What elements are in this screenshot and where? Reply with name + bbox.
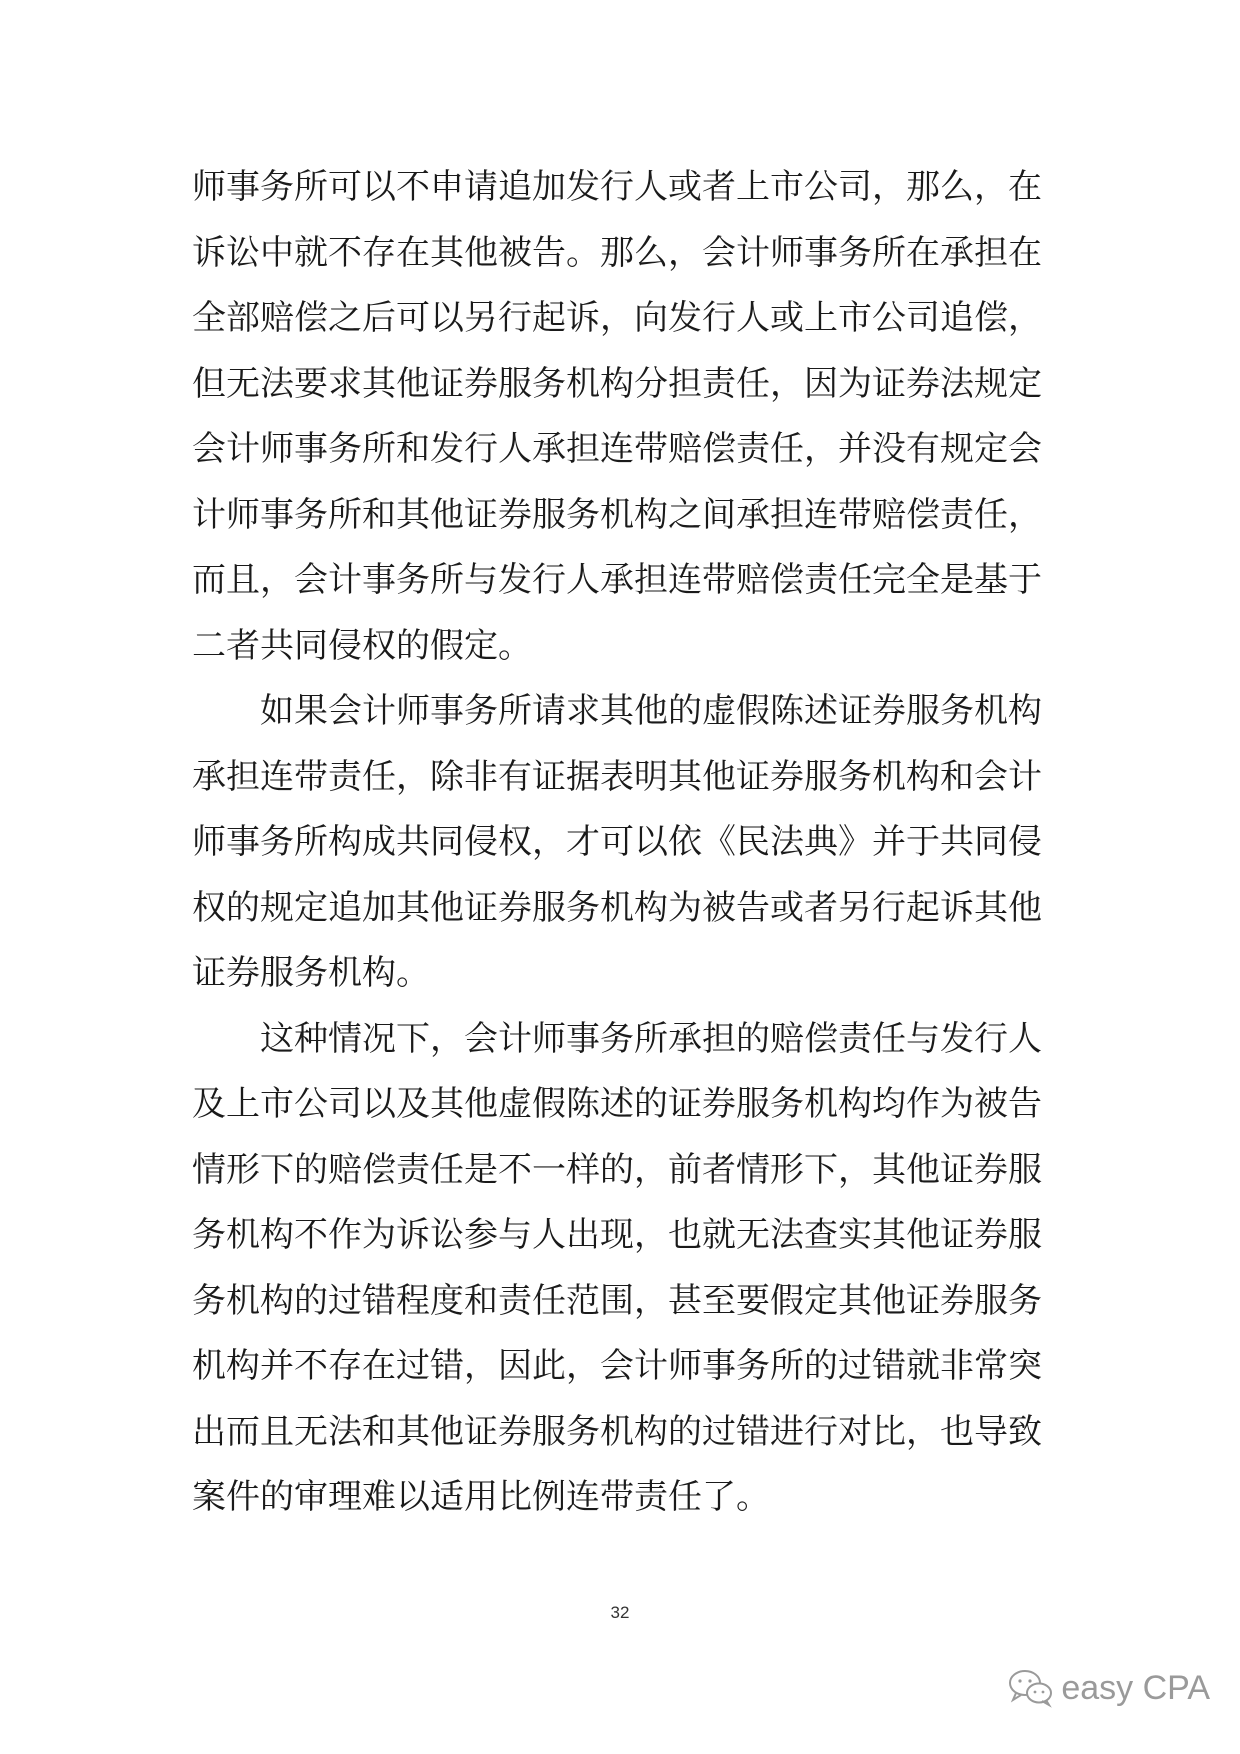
paragraph-2 bbox=[192, 679, 1042, 1007]
text-line: 务机构的过错程度和责任范围，甚至要假定其他证券服务 bbox=[192, 1280, 1042, 1321]
paragraph-1 bbox=[192, 155, 1042, 679]
wechat-icon bbox=[1007, 1668, 1055, 1708]
document-body bbox=[192, 155, 1042, 1531]
text-line: 权的规定追加其他证券服务机构为被告或者另行起诉其他 bbox=[192, 887, 1042, 928]
text-line: 务机构不作为诉讼参与人出现，也就无法查实其他证券服 bbox=[192, 1215, 1042, 1255]
paragraph-3 bbox=[192, 1007, 1042, 1531]
text-line: 诉讼中就不存在其他被告。那么，会计师事务所在承担在 bbox=[192, 232, 1042, 273]
text-line: 出而且无法和其他证券服务机构的过错进行对比，也导致 bbox=[192, 1411, 1042, 1452]
text-line: 计师事务所和其他证券服务机构之间承担连带赔偿责任， bbox=[192, 494, 1042, 535]
text-line: 承担连带责任，除非有证据表明其他证券服务机构和会计 bbox=[192, 756, 1042, 797]
text-line: 师事务所构成共同侵权，才可以依《民法典》并于共同侵 bbox=[192, 822, 1042, 862]
text-line: 而且，会计事务所与发行人承担连带赔偿责任完全是基于 bbox=[192, 560, 1042, 600]
text-line: 会计师事务所和发行人承担连带赔偿责任，并没有规定会 bbox=[192, 429, 1042, 469]
text-line: 情形下的赔偿责任是不一样的，前者情形下，其他证券服 bbox=[192, 1149, 1042, 1190]
text-line: 全部赔偿之后可以另行起诉，向发行人或上市公司追偿， bbox=[192, 298, 1042, 338]
text-line: 二者共同侵权的假定。 bbox=[192, 625, 532, 666]
watermark bbox=[1007, 1668, 1210, 1708]
text-line: 机构并不存在过错，因此，会计师事务所的过错就非常突 bbox=[192, 1346, 1042, 1386]
watermark-text: easy CPA bbox=[1061, 1668, 1210, 1707]
text-line: 但无法要求其他证券服务机构分担责任，因为证券法规定 bbox=[192, 363, 1042, 404]
text-line: 证券服务机构。 bbox=[192, 953, 430, 993]
page-number: 32 bbox=[610, 1603, 630, 1622]
text-line: 案件的审理难以适用比例连带责任了。 bbox=[192, 1477, 770, 1517]
text-line: 师事务所可以不申请追加发行人或者上市公司，那么，在 bbox=[192, 167, 1042, 207]
text-line: 这种情况下，会计师事务所承担的赔偿责任与发行人 bbox=[260, 1018, 1042, 1059]
text-line: 如果会计师事务所请求其他的虚假陈述证券服务机构 bbox=[260, 691, 1042, 731]
text-line: 及上市公司以及其他虚假陈述的证券服务机构均作为被告 bbox=[192, 1084, 1042, 1124]
